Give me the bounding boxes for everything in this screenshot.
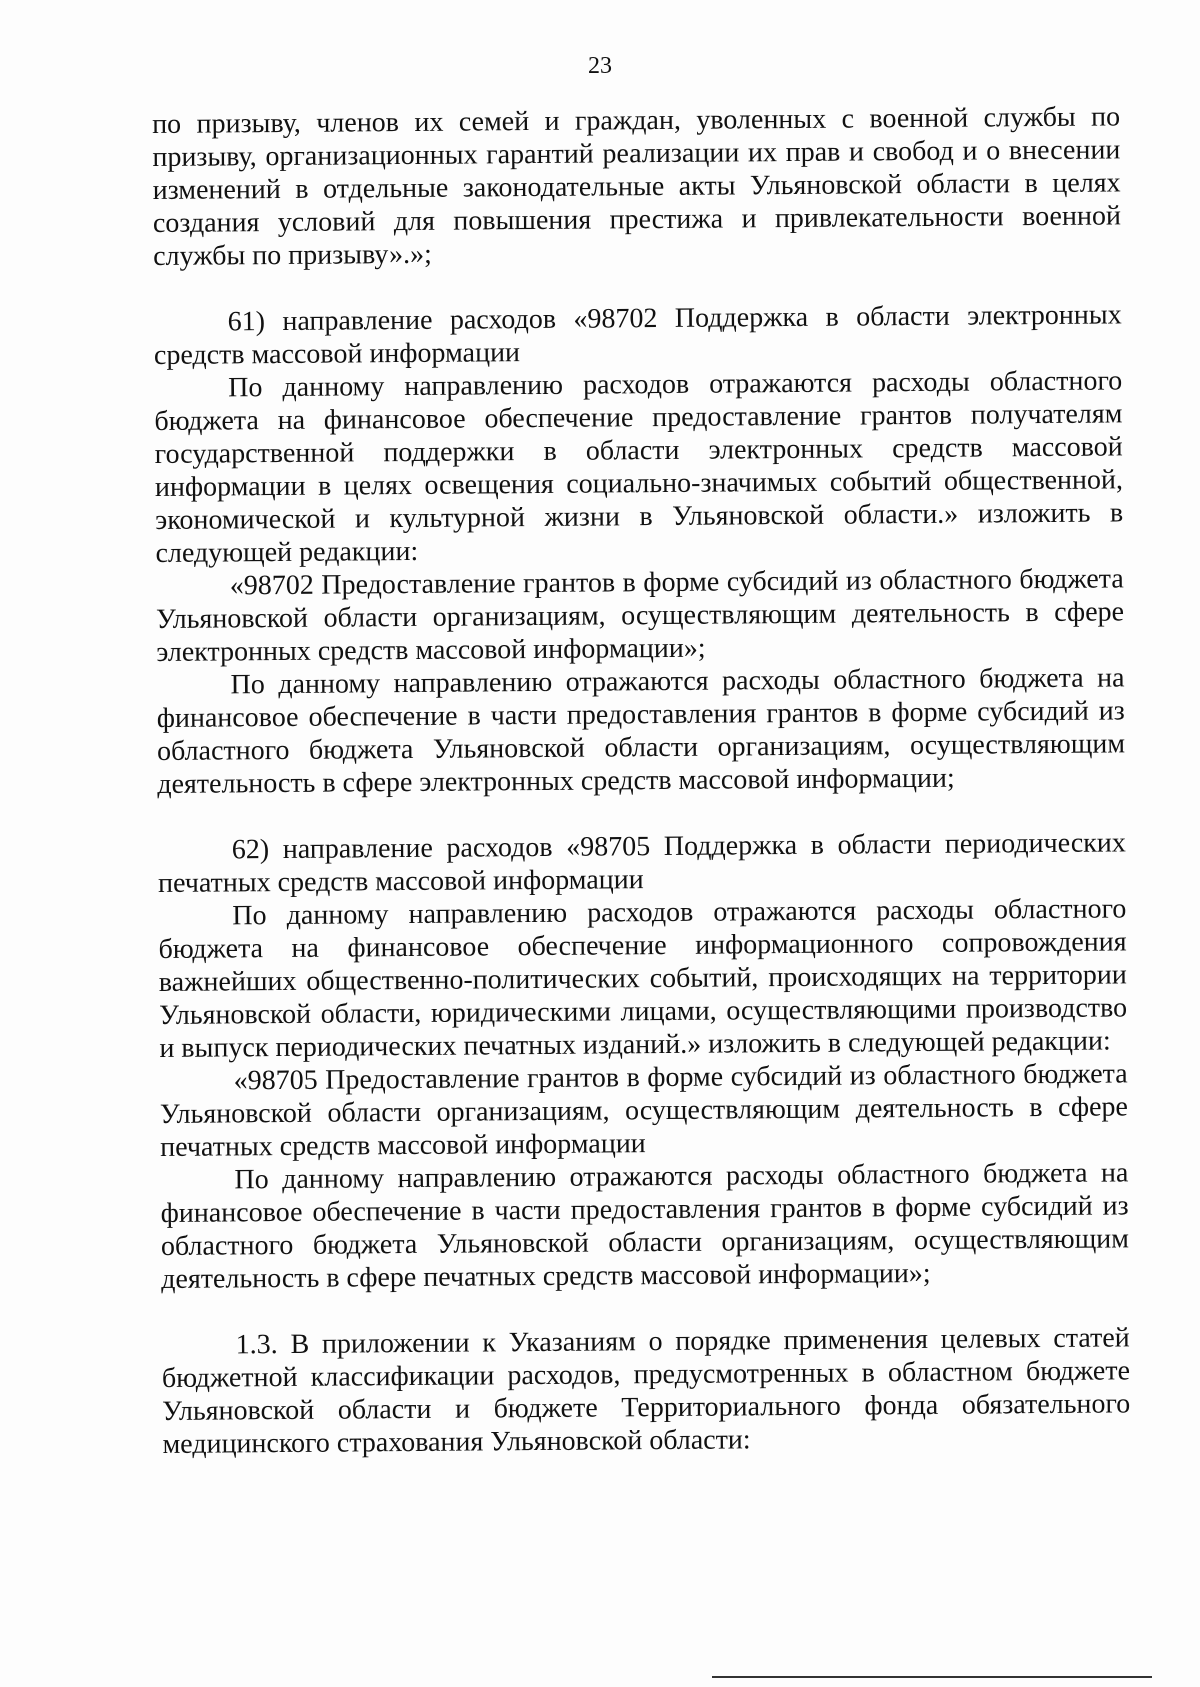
paragraph-item-62-new-title: «98705 Предоставление грантов в форме субсидий из областного бюджета Ульяновской области организациям, осуществляющим деятельность в сфере печатных средств массовой информации — [159, 1058, 1128, 1163]
document-body — [152, 100, 1131, 1461]
paragraph-continuation: по призыву, членов их семей и граждан, уволенных с военной службы по призыву, организационных гарантий реализации их прав и свобод и о внесении изменений в отдельные законодательные акты Ульяновской области в целях создания условий для повышения престижа и привлекательности военной службы по призыву».»; — [152, 101, 1121, 272]
paragraph-item-61-new-description: По данному направлению отражаются расходы областного бюджета на финансовое обеспечение в части предоставления грантов в форме субсидий из областного бюджета Ульяновской области организациям, осуществляющим деятельность в сфере электронных средств массовой информации; — [156, 662, 1126, 800]
paragraph-item-62-heading: 62) направление расходов «98705 Поддержка в области периодических печатных средств массовой информации — [157, 827, 1126, 899]
paragraph-item-62-new-description: По данному направлению отражаются расходы областного бюджета на финансовое обеспечение в части предоставления грантов в форме субсидий из областного бюджета Ульяновской области организациям, осуществляющим деятельность в сфере печатных средств массовой информации»; — [160, 1157, 1130, 1295]
paragraph-section-1-3: 1.3. В приложении к Указаниям о порядке применения целевых статей бюджетной классификации расходов, предусмотренных в областном бюджете Ульяновской области и бюджете Территориального фонда обязательного медицинского страхования Ульяновской области: — [161, 1322, 1131, 1460]
paragraph-item-61-heading: 61) направление расходов «98702 Поддержка в области электронных средств массовой информации — [153, 299, 1122, 371]
paragraph-item-61-old-description: По данному направлению расходов отражаются расходы областного бюджета на финансовое обеспечение предоставление грантов получателям государственной поддержки в области электронных средств массовой информации в целях освещения социально-значимых событий общественной, экономической и культурной жизни в Ульяновской области.» изложить в следующей редакции: — [154, 365, 1124, 569]
paragraph-item-62-old-description: По данному направлению расходов отражаются расходы областного бюджета на финансовое обеспечение информационного сопровождения важнейших общественно-политических событий, происходящих на территории Ульяновской области, юридическими лицами, осуществляющими производство и выпуск периодических печатных изданий.» изложить в следующей редакции: — [158, 893, 1128, 1064]
bottom-rule — [712, 1676, 1152, 1678]
page-number: 23 — [588, 53, 612, 79]
paragraph-item-61-new-title: «98702 Предоставление грантов в форме субсидий из областного бюджета Ульяновской области организациям, осуществляющим деятельность в сфере электронных средств массовой информации»; — [155, 563, 1125, 668]
